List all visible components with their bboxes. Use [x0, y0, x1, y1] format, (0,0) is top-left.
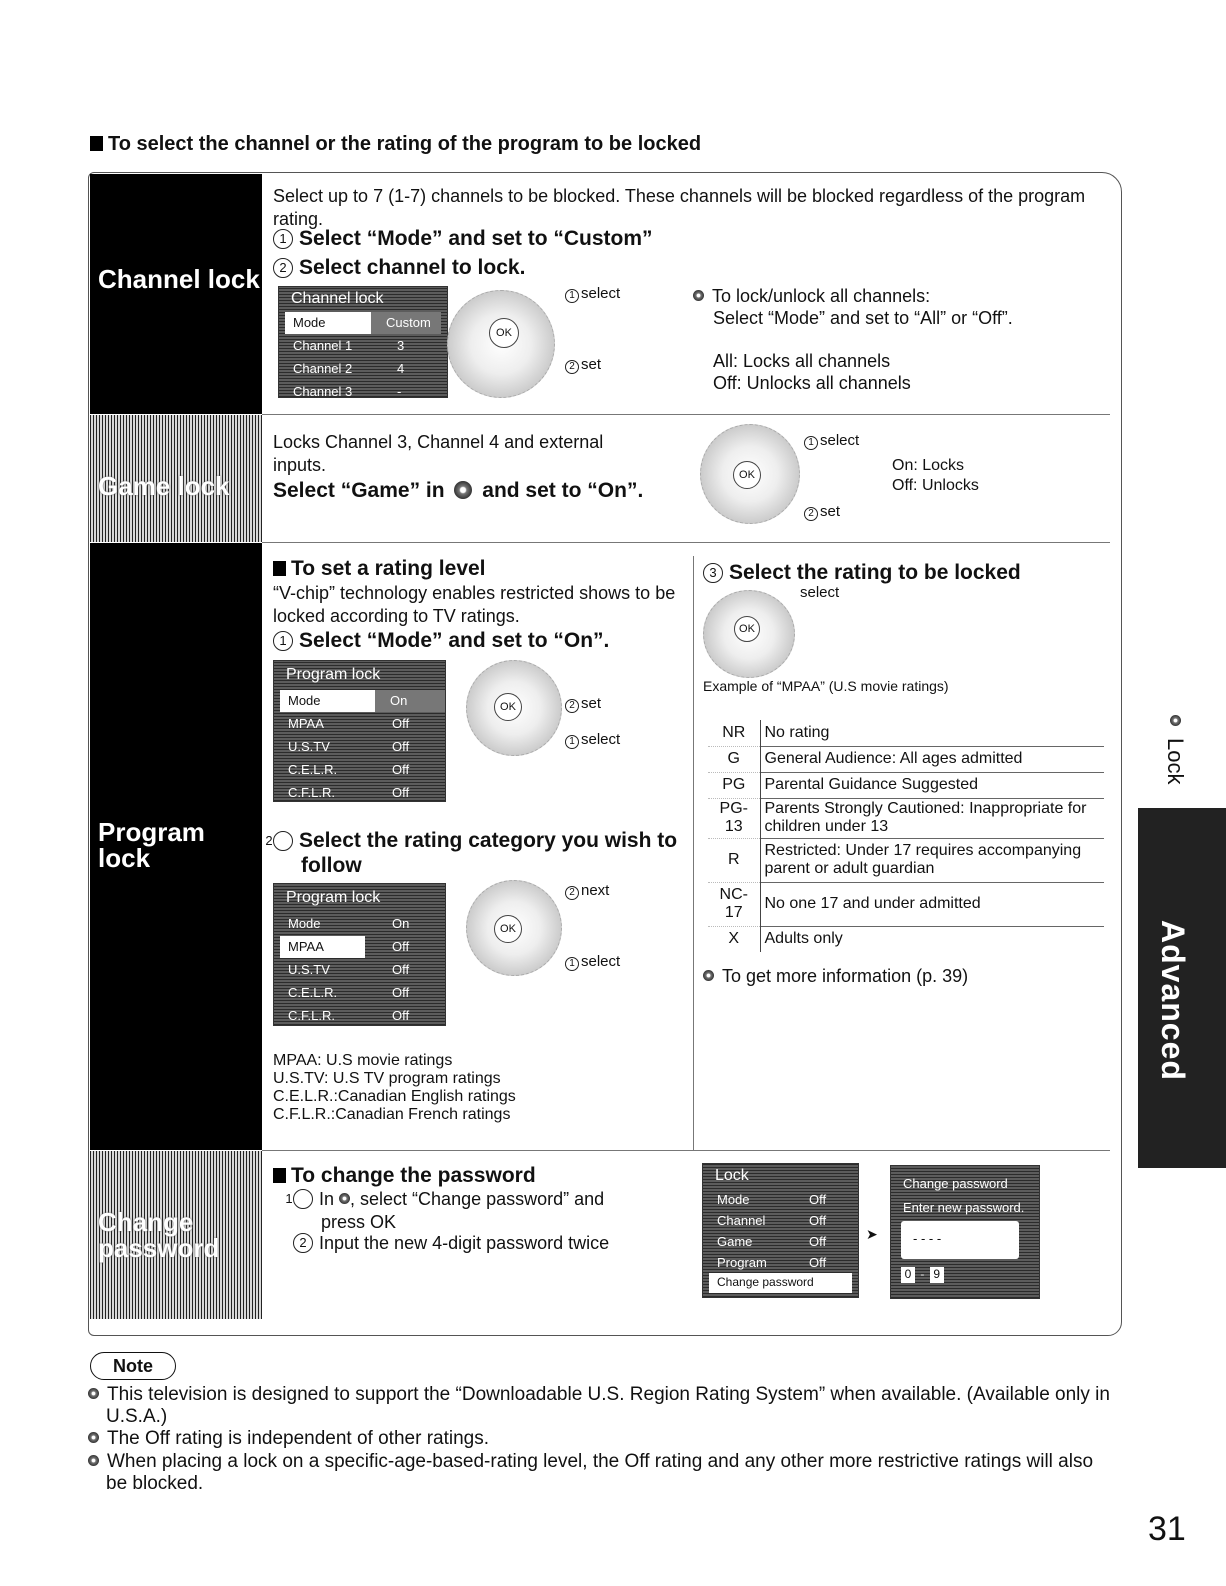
- example-caption: Example of “MPAA” (U.S movie ratings): [703, 678, 949, 694]
- remote-next-label: 2 next: [565, 882, 609, 900]
- menu-row[interactable]: Game Off: [717, 1234, 827, 1249]
- remote-select-label: select: [800, 584, 840, 601]
- rating-heading: To set a rating level: [273, 557, 486, 581]
- change-password-step1: 1 In , select “Change password” and press OK: [285, 1189, 605, 1232]
- menu-row-mpaa[interactable]: MPAA Off: [280, 936, 365, 958]
- menu-row[interactable]: Mode On: [288, 916, 410, 931]
- menu-row-mode[interactable]: Mode On: [280, 690, 439, 712]
- arrow-right-icon: ➤: [866, 1226, 878, 1242]
- password-input[interactable]: - - - -: [901, 1221, 1019, 1259]
- lock-all-tip-detail: Select “Mode” and set to “All” or “Off”.: [713, 308, 1013, 328]
- ok-button[interactable]: OK: [489, 318, 519, 348]
- ok-button[interactable]: OK: [494, 693, 522, 721]
- menu-row[interactable]: Program Off: [717, 1255, 827, 1270]
- table-row: X Adults only: [708, 926, 1104, 952]
- channel-lock-label: Channel lock: [98, 264, 260, 294]
- menu-row[interactable]: C.E.L.R. Off: [288, 762, 410, 777]
- menu-row[interactable]: U.S.TV Off: [288, 962, 410, 977]
- reference-icon: [454, 481, 472, 499]
- bullet-icon: [693, 290, 704, 301]
- off-description: Off: Unlocks: [892, 477, 979, 494]
- remote-select-label: 1 select: [565, 731, 620, 749]
- section-tab-label: Advanced: [1155, 920, 1191, 1081]
- menu-row[interactable]: Mode Off: [717, 1192, 827, 1207]
- off-description: Off: Unlocks all channels: [713, 373, 911, 393]
- game-lock-panel: [90, 415, 262, 542]
- menu-row[interactable]: C.F.L.R. Off: [288, 785, 410, 800]
- remote-set-label: 2 set: [804, 503, 840, 521]
- lock-tab-label: Lock: [1163, 738, 1188, 785]
- change-password-panel: [90, 1151, 262, 1319]
- ok-button[interactable]: OK: [494, 915, 522, 943]
- digit-key-9[interactable]: 9: [930, 1267, 944, 1283]
- program-lock-menu-2: Program lock Mode On MPAA Off U.S.TV Off C.E.L.R. Off C.F.L.R. Off: [273, 883, 446, 1026]
- menu-row[interactable]: Channel 1 3: [293, 338, 405, 353]
- channel-lock-panel: [90, 174, 262, 414]
- table-row: NC-17 No one 17 and under admitted: [708, 882, 1104, 926]
- menu-row-mode[interactable]: Mode Custom: [285, 312, 441, 334]
- list-item: The Off rating is independent of other ratings.: [88, 1428, 1118, 1450]
- row-divider: [262, 1150, 1110, 1151]
- column-divider: [693, 556, 694, 1150]
- ratings-table: [708, 720, 1104, 952]
- menu-row[interactable]: MPAA Off: [288, 716, 410, 731]
- table-row: PG Parental Guidance Suggested: [708, 772, 1104, 798]
- row-divider: [262, 414, 1110, 415]
- bullet-icon: [88, 1455, 99, 1466]
- change-password-label: Change password: [98, 1207, 220, 1263]
- game-lock-desc: Locks Channel 3, Channel 4 and external inputs.: [273, 432, 604, 475]
- table-row: R Restricted: Under 17 requires accompanying parent or adult guardian: [708, 838, 1104, 882]
- digit-key-0[interactable]: 0: [901, 1267, 915, 1283]
- remote-select-label: 1 select: [565, 285, 620, 303]
- note-label: Note: [90, 1352, 176, 1380]
- game-lock-label: Game lock: [98, 471, 230, 501]
- bullet-icon: [1170, 714, 1181, 732]
- program-step1: 1 Select “Mode” and set to “On”.: [273, 629, 609, 653]
- list-item: This television is designed to support the “Downloadable U.S. Region Rating System” when available. (Available only in U.S.A.): [88, 1384, 1118, 1428]
- program-lock-menu-1: Program lock Mode On MPAA Off U.S.TV Off C.E.L.R. Off C.F.L.R. Off: [273, 660, 446, 802]
- menu-row[interactable]: U.S.TV Off: [288, 739, 410, 754]
- on-description: On: Locks: [892, 457, 965, 474]
- change-password-heading: To change the password: [273, 1164, 536, 1188]
- change-password-step2: 2 Input the new 4-digit password twice: [293, 1232, 609, 1255]
- rating-desc: “V-chip” technology enables restricted shows to be locked according to TV ratings.: [273, 583, 676, 626]
- remote-select-label: 1 select: [804, 432, 859, 450]
- change-password-button[interactable]: Change password: [709, 1273, 852, 1293]
- game-lock-step: Select “Game” in and set to “On”.: [273, 479, 644, 502]
- channel-lock-step1: 1 Select “Mode” and set to “Custom”: [273, 227, 653, 251]
- ok-button[interactable]: OK: [733, 461, 761, 489]
- notes-list: [88, 1384, 1118, 1495]
- table-row: G General Audience: All ages admitted: [708, 746, 1104, 772]
- page-number: 31: [1148, 1510, 1186, 1548]
- menu-row[interactable]: Channel 3 -: [293, 384, 402, 398]
- change-password-menu: Change password Enter new password. - - - - 0 - 9: [890, 1165, 1040, 1299]
- program-lock-panel: [90, 543, 262, 1150]
- all-description: All: Locks all channels: [713, 351, 891, 371]
- ok-button[interactable]: OK: [734, 616, 760, 642]
- menu-row[interactable]: Channel 2 4: [293, 361, 405, 376]
- lock-menu: Lock Mode Off Channel Off Game Off Program Off Change password: [702, 1163, 859, 1298]
- bullet-icon: [88, 1432, 99, 1443]
- program-step3: 3 Select the rating to be locked: [703, 561, 1021, 585]
- row-divider: [262, 542, 1110, 543]
- channel-lock-intro: Select up to 7 (1-7) channels to be blocked. These channels will be blocked regardless of the program rating.: [273, 186, 1086, 229]
- list-item: When placing a lock on a specific-age-based-rating level, the Off rating and any other more restrictive ratings will also be blocked.: [88, 1451, 1118, 1495]
- abbreviation-list: MPAA: U.S movie ratings U.S.TV: U.S TV program ratings C.E.L.R.:Canadian English ratings C.F.L.R.:Canadian French ratings: [273, 1052, 516, 1123]
- reference-icon: [339, 1193, 350, 1204]
- menu-row[interactable]: C.E.L.R. Off: [288, 985, 410, 1000]
- remote-set-label: 2 set: [565, 695, 601, 713]
- table-row: PG-13 Parents Strongly Cautioned: Inappropriate for children under 13: [708, 798, 1104, 838]
- channel-lock-menu: Channel lock Mode Custom Channel 1 3 Channel 2 4 Channel 3 -: [278, 286, 448, 398]
- program-step2: 2 Select the rating category you wish to follow: [265, 829, 678, 878]
- digit-keys: 0 - 9: [891, 1259, 1039, 1283]
- remote-select-label: 1 select: [565, 953, 620, 971]
- program-lock-label: Program lock: [98, 817, 205, 873]
- table-row: NR No rating: [708, 720, 1104, 746]
- menu-row[interactable]: Channel Off: [717, 1213, 827, 1228]
- channel-lock-step2: 2 Select channel to lock.: [273, 256, 525, 280]
- lock-all-tip: To lock/unlock all channels:: [693, 285, 930, 308]
- more-info-link[interactable]: To get more information (p. 39): [703, 965, 968, 988]
- page-heading: To select the channel or the rating of the program to be locked: [90, 133, 701, 156]
- menu-row[interactable]: C.F.L.R. Off: [288, 1008, 410, 1023]
- bullet-icon: [88, 1388, 99, 1399]
- remote-set-label: 2 set: [565, 356, 601, 374]
- bullet-icon: [703, 970, 714, 981]
